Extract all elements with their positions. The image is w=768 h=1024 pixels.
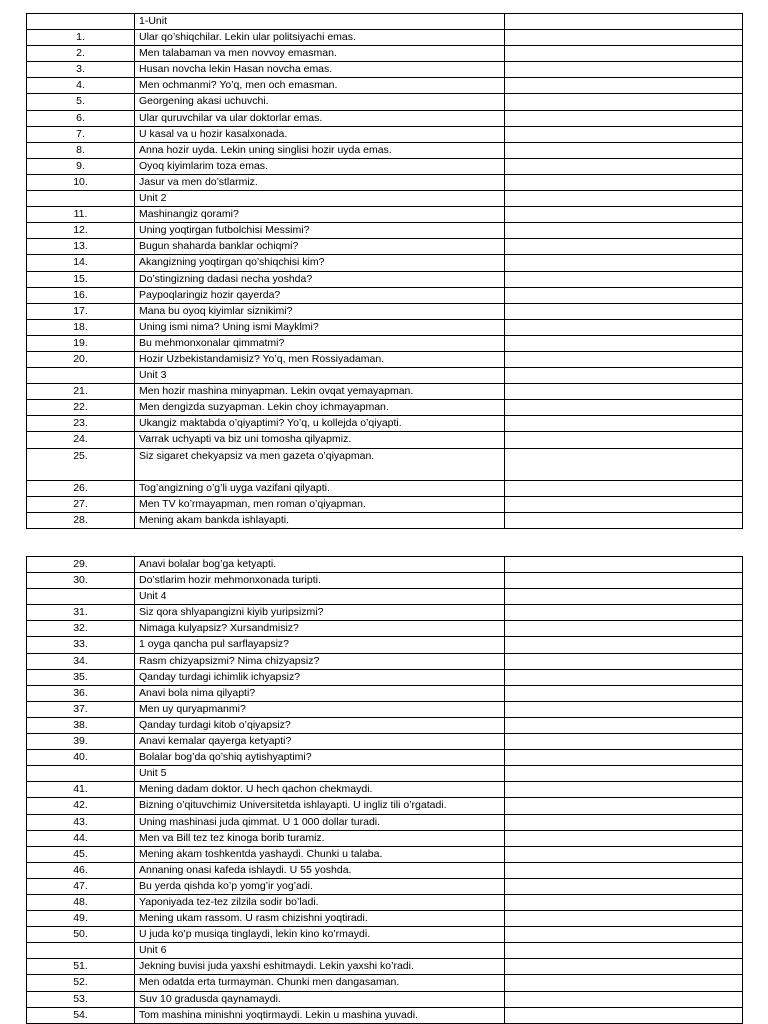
sentence-cell: Akangizning yoqtirgan qo’shiqchisi kim? (135, 255, 505, 271)
row-number: 20. (27, 351, 135, 367)
answer-cell[interactable] (505, 512, 743, 528)
answer-cell[interactable] (505, 303, 743, 319)
answer-cell[interactable] (505, 782, 743, 798)
row-number: 24. (27, 432, 135, 448)
sentence-cell: Do’stlarim hozir mehmonxonada turipti. (135, 573, 505, 589)
table-row (27, 158, 743, 174)
answer-cell[interactable] (505, 1007, 743, 1023)
sentence-cell: Men va Bill tez tez kinoga borib turamiz. (135, 830, 505, 846)
sentence-cell: Uning ismi nima? Uning ismi Mayklmi? (135, 319, 505, 335)
row-number (27, 191, 135, 207)
row-number: 52. (27, 975, 135, 991)
sentence-cell: 1 oyga qancha pul sarflayapsiz? (135, 637, 505, 653)
table-row (27, 78, 743, 94)
row-number: 10. (27, 174, 135, 190)
row-number: 28. (27, 512, 135, 528)
table-row (27, 335, 743, 351)
row-number (27, 368, 135, 384)
row-number (27, 766, 135, 782)
row-number: 5. (27, 94, 135, 110)
sentence-cell: Yaponiyada tez-tez zilzila sodir bo’ladi. (135, 894, 505, 910)
answer-cell[interactable] (505, 78, 743, 94)
table-row (27, 46, 743, 62)
sentence-cell: Jasur va men do’stlarmiz. (135, 174, 505, 190)
answer-cell[interactable] (505, 766, 743, 782)
answer-cell[interactable] (505, 271, 743, 287)
table-row (27, 496, 743, 512)
sentence-cell: Mana bu oyoq kiyimlar siznikimi? (135, 303, 505, 319)
row-number: 12. (27, 223, 135, 239)
sentence-cell: Mening ukam rassom. U rasm chizishni yoqtiradi. (135, 911, 505, 927)
table-row (27, 637, 743, 653)
table-row (27, 62, 743, 78)
sentence-cell: Husan novcha lekin Hasan novcha emas. (135, 62, 505, 78)
sentence-cell: Tog’angizning o’g’li uyga vazifani qilyapti. (135, 480, 505, 496)
table-body (27, 557, 743, 1024)
table-row (27, 911, 743, 927)
sentence-cell: U kasal va u hozir kasalxonada. (135, 126, 505, 142)
row-number: 48. (27, 894, 135, 910)
answer-cell[interactable] (505, 653, 743, 669)
sentence-cell: Jekning buvisi juda yaxshi eshitmaydi. Lekin yaxshi ko’radi. (135, 959, 505, 975)
answer-cell[interactable] (505, 911, 743, 927)
sentence-cell: Anavi bolalar bog’ga ketyapti. (135, 557, 505, 573)
table-row (27, 557, 743, 573)
sentence-cell: Anavi bola nima qilyapti? (135, 685, 505, 701)
unit-header-row (27, 368, 743, 384)
row-number: 46. (27, 862, 135, 878)
answer-cell[interactable] (505, 46, 743, 62)
row-number: 41. (27, 782, 135, 798)
sentence-cell: Mening akam toshkentda yashaydi. Chunki u talaba. (135, 846, 505, 862)
answer-cell[interactable] (505, 207, 743, 223)
row-number: 1. (27, 30, 135, 46)
sentence-cell: Men ochmanmi? Yo’q, men och emasman. (135, 78, 505, 94)
table-row (27, 991, 743, 1007)
answer-cell[interactable] (505, 142, 743, 158)
unit-title: Unit 3 (135, 368, 505, 384)
sentence-cell: Bu yerda qishda ko’p yomg’ir yog’adi. (135, 878, 505, 894)
row-number: 25. (27, 448, 135, 480)
sentence-cell: Siz qora shlyapangizni kiyib yuripsizmi? (135, 605, 505, 621)
row-number: 26. (27, 480, 135, 496)
row-number: 36. (27, 685, 135, 701)
answer-cell[interactable] (505, 110, 743, 126)
table-row (27, 480, 743, 496)
table-row (27, 239, 743, 255)
answer-cell[interactable] (505, 223, 743, 239)
sentence-cell: Bugun shaharda banklar ochiqmi? (135, 239, 505, 255)
table-row (27, 830, 743, 846)
answer-cell[interactable] (505, 384, 743, 400)
table-row (27, 798, 743, 814)
row-number: 51. (27, 959, 135, 975)
row-number: 19. (27, 335, 135, 351)
table-row (27, 303, 743, 319)
row-number: 31. (27, 605, 135, 621)
row-number: 35. (27, 669, 135, 685)
answer-cell[interactable] (505, 335, 743, 351)
sentence-cell: Ular qo’shiqchilar. Lekin ular politsiyachi emas. (135, 30, 505, 46)
table-row (27, 126, 743, 142)
answer-cell[interactable] (505, 734, 743, 750)
row-number: 6. (27, 110, 135, 126)
row-number: 8. (27, 142, 135, 158)
answer-cell[interactable] (505, 573, 743, 589)
table-row (27, 30, 743, 46)
row-number: 16. (27, 287, 135, 303)
row-number: 43. (27, 814, 135, 830)
answer-cell[interactable] (505, 878, 743, 894)
table-row (27, 351, 743, 367)
table-row (27, 1007, 743, 1023)
answer-cell[interactable] (505, 927, 743, 943)
answer-cell[interactable] (505, 287, 743, 303)
answer-cell[interactable] (505, 717, 743, 733)
table-row (27, 207, 743, 223)
answer-cell[interactable] (505, 158, 743, 174)
table-row (27, 287, 743, 303)
answer-cell[interactable] (505, 432, 743, 448)
answer-cell[interactable] (505, 846, 743, 862)
row-number (27, 589, 135, 605)
unit-header-row (27, 191, 743, 207)
table-row (27, 432, 743, 448)
sentence-cell: Men dengizda suzyapman. Lekin choy ichmayapman. (135, 400, 505, 416)
answer-cell[interactable] (505, 239, 743, 255)
sentence-cell: Siz sigaret chekyapsiz va men gazeta o’qiyapman. (135, 448, 505, 480)
sentence-cell: Mashinangiz qorami? (135, 207, 505, 223)
row-number: 49. (27, 911, 135, 927)
answer-cell[interactable] (505, 255, 743, 271)
row-number: 44. (27, 830, 135, 846)
table-row (27, 717, 743, 733)
unit-header-row (27, 766, 743, 782)
answer-cell[interactable] (505, 701, 743, 717)
answer-cell[interactable] (505, 351, 743, 367)
unit-header-row (27, 14, 743, 30)
row-number: 21. (27, 384, 135, 400)
answer-cell[interactable] (505, 943, 743, 959)
answer-cell[interactable] (505, 830, 743, 846)
table-row (27, 734, 743, 750)
sentence-cell: Men talabaman va men novvoy emasman. (135, 46, 505, 62)
table-row (27, 512, 743, 528)
table-row (27, 653, 743, 669)
row-number: 39. (27, 734, 135, 750)
answer-cell[interactable] (505, 798, 743, 814)
answer-cell[interactable] (505, 589, 743, 605)
answer-cell[interactable] (505, 448, 743, 480)
unit-header-row (27, 589, 743, 605)
row-number: 2. (27, 46, 135, 62)
table-row (27, 319, 743, 335)
answer-cell[interactable] (505, 416, 743, 432)
sentence-cell: Ular quruvchilar va ular doktorlar emas. (135, 110, 505, 126)
answer-cell[interactable] (505, 959, 743, 975)
sentence-cell: Bizning o’qituvchimiz Universitetda ishlayapti. U ingliz tili o’rgatadi. (135, 798, 505, 814)
answer-cell[interactable] (505, 975, 743, 991)
row-number: 50. (27, 927, 135, 943)
sentence-cell: Varrak uchyapti va biz uni tomosha qilyapmiz. (135, 432, 505, 448)
answer-cell[interactable] (505, 174, 743, 190)
table-row (27, 975, 743, 991)
sentence-cell: Anna hozir uyda. Lekin uning singlisi hozir uyda emas. (135, 142, 505, 158)
sentence-cell: Uning yoqtirgan futbolchisi Messimi? (135, 223, 505, 239)
answer-cell[interactable] (505, 991, 743, 1007)
sentence-cell: Paypoqlaringiz hozir qayerda? (135, 287, 505, 303)
answer-cell[interactable] (505, 669, 743, 685)
sentence-cell: Oyoq kiyimlarim toza emas. (135, 158, 505, 174)
answer-cell[interactable] (505, 637, 743, 653)
row-number (27, 943, 135, 959)
unit-header-row (27, 943, 743, 959)
answer-cell[interactable] (505, 496, 743, 512)
row-number: 30. (27, 573, 135, 589)
table-row (27, 846, 743, 862)
table-row (27, 94, 743, 110)
sentence-cell: Bu mehmonxonalar qimmatmi? (135, 335, 505, 351)
row-number: 18. (27, 319, 135, 335)
sentence-cell: Hozir Uzbekistandamisiz? Yo’q, men Rossiyadaman. (135, 351, 505, 367)
table-row (27, 223, 743, 239)
table-row (27, 782, 743, 798)
row-number: 45. (27, 846, 135, 862)
table-row (27, 959, 743, 975)
table-row (27, 927, 743, 943)
row-number: 34. (27, 653, 135, 669)
row-number: 14. (27, 255, 135, 271)
table-row (27, 669, 743, 685)
table-row (27, 174, 743, 190)
sentence-cell: Men uy quryapmanmi? (135, 701, 505, 717)
row-number: 23. (27, 416, 135, 432)
table-row (27, 400, 743, 416)
sentence-cell: Mening akam bankda ishlayapti. (135, 512, 505, 528)
sentence-cell: Ukangiz maktabda o’qiyaptimi? Yo’q, u kollejda o’qiyapti. (135, 416, 505, 432)
table-row (27, 862, 743, 878)
unit-title: 1-Unit (135, 14, 505, 30)
row-number: 32. (27, 621, 135, 637)
answer-cell[interactable] (505, 605, 743, 621)
unit-title: Unit 4 (135, 589, 505, 605)
answer-cell[interactable] (505, 557, 743, 573)
sentence-cell: Men hozir mashina minyapman. Lekin ovqat yemayapman. (135, 384, 505, 400)
sentence-cell: Men TV ko’rmayapman, men roman o’qiyapman. (135, 496, 505, 512)
answer-cell[interactable] (505, 14, 743, 30)
row-number: 3. (27, 62, 135, 78)
table-row (27, 878, 743, 894)
table-row (27, 448, 743, 480)
answer-cell[interactable] (505, 30, 743, 46)
exercise-table-2 (26, 556, 743, 1024)
table-row (27, 605, 743, 621)
sentence-cell: Suv 10 gradusda qaynamaydi. (135, 991, 505, 1007)
table-row (27, 685, 743, 701)
row-number: 42. (27, 798, 135, 814)
answer-cell[interactable] (505, 368, 743, 384)
sentence-cell: Do’stingizning dadasi necha yoshda? (135, 271, 505, 287)
table-row (27, 814, 743, 830)
answer-cell[interactable] (505, 685, 743, 701)
sentence-cell: Qanday turdagi ichimlik ichyapsiz? (135, 669, 505, 685)
sentence-cell: Georgening akasi uchuvchi. (135, 94, 505, 110)
row-number (27, 14, 135, 30)
answer-cell[interactable] (505, 894, 743, 910)
row-number: 7. (27, 126, 135, 142)
table-body (27, 14, 743, 529)
sentence-cell: Anavi kemalar qayerga ketyapti? (135, 734, 505, 750)
answer-cell[interactable] (505, 480, 743, 496)
sentence-cell: Tom mashina minishni yoqtirmaydi. Lekin u mashina yuvadi. (135, 1007, 505, 1023)
sentence-cell: Bolalar bog’da qo’shiq aytishyaptimi? (135, 750, 505, 766)
row-number: 11. (27, 207, 135, 223)
row-number: 53. (27, 991, 135, 1007)
answer-cell[interactable] (505, 862, 743, 878)
table-row (27, 110, 743, 126)
row-number: 22. (27, 400, 135, 416)
table-row (27, 384, 743, 400)
row-number: 33. (27, 637, 135, 653)
sentence-cell: Uning mashinasi juda qimmat. U 1 000 dollar turadi. (135, 814, 505, 830)
table-row (27, 416, 743, 432)
answer-cell[interactable] (505, 191, 743, 207)
table-row (27, 255, 743, 271)
answer-cell[interactable] (505, 62, 743, 78)
row-number: 37. (27, 701, 135, 717)
sentence-cell: Nimaga kulyapsiz? Xursandmisiz? (135, 621, 505, 637)
row-number: 54. (27, 1007, 135, 1023)
row-number: 4. (27, 78, 135, 94)
row-number: 15. (27, 271, 135, 287)
sentence-cell: Men odatda erta turmayman. Chunki men dangasaman. (135, 975, 505, 991)
unit-title: Unit 5 (135, 766, 505, 782)
table-row (27, 701, 743, 717)
answer-cell[interactable] (505, 814, 743, 830)
sentence-cell: Mening dadam doktor. U hech qachon chekmaydi. (135, 782, 505, 798)
row-number: 47. (27, 878, 135, 894)
unit-title: Unit 2 (135, 191, 505, 207)
sentence-cell: U juda ko’p musiqa tinglaydi, lekin kino ko’rmaydi. (135, 927, 505, 943)
answer-cell[interactable] (505, 750, 743, 766)
row-number: 17. (27, 303, 135, 319)
answer-cell[interactable] (505, 94, 743, 110)
answer-cell[interactable] (505, 400, 743, 416)
table-row (27, 621, 743, 637)
row-number: 13. (27, 239, 135, 255)
answer-cell[interactable] (505, 621, 743, 637)
table-row (27, 573, 743, 589)
table-row (27, 894, 743, 910)
unit-title: Unit 6 (135, 943, 505, 959)
sentence-cell: Annaning onasi kafeda ishlaydi. U 55 yoshda. (135, 862, 505, 878)
sentence-cell: Qanday turdagi kitob o’qiyapsiz? (135, 717, 505, 733)
sentence-cell: Rasm chizyapsizmi? Nima chizyapsiz? (135, 653, 505, 669)
table-row (27, 271, 743, 287)
row-number: 29. (27, 557, 135, 573)
answer-cell[interactable] (505, 126, 743, 142)
row-number: 9. (27, 158, 135, 174)
table-row (27, 750, 743, 766)
table-row (27, 142, 743, 158)
exercise-table-1 (26, 13, 743, 529)
row-number: 38. (27, 717, 135, 733)
row-number: 27. (27, 496, 135, 512)
answer-cell[interactable] (505, 319, 743, 335)
row-number: 40. (27, 750, 135, 766)
